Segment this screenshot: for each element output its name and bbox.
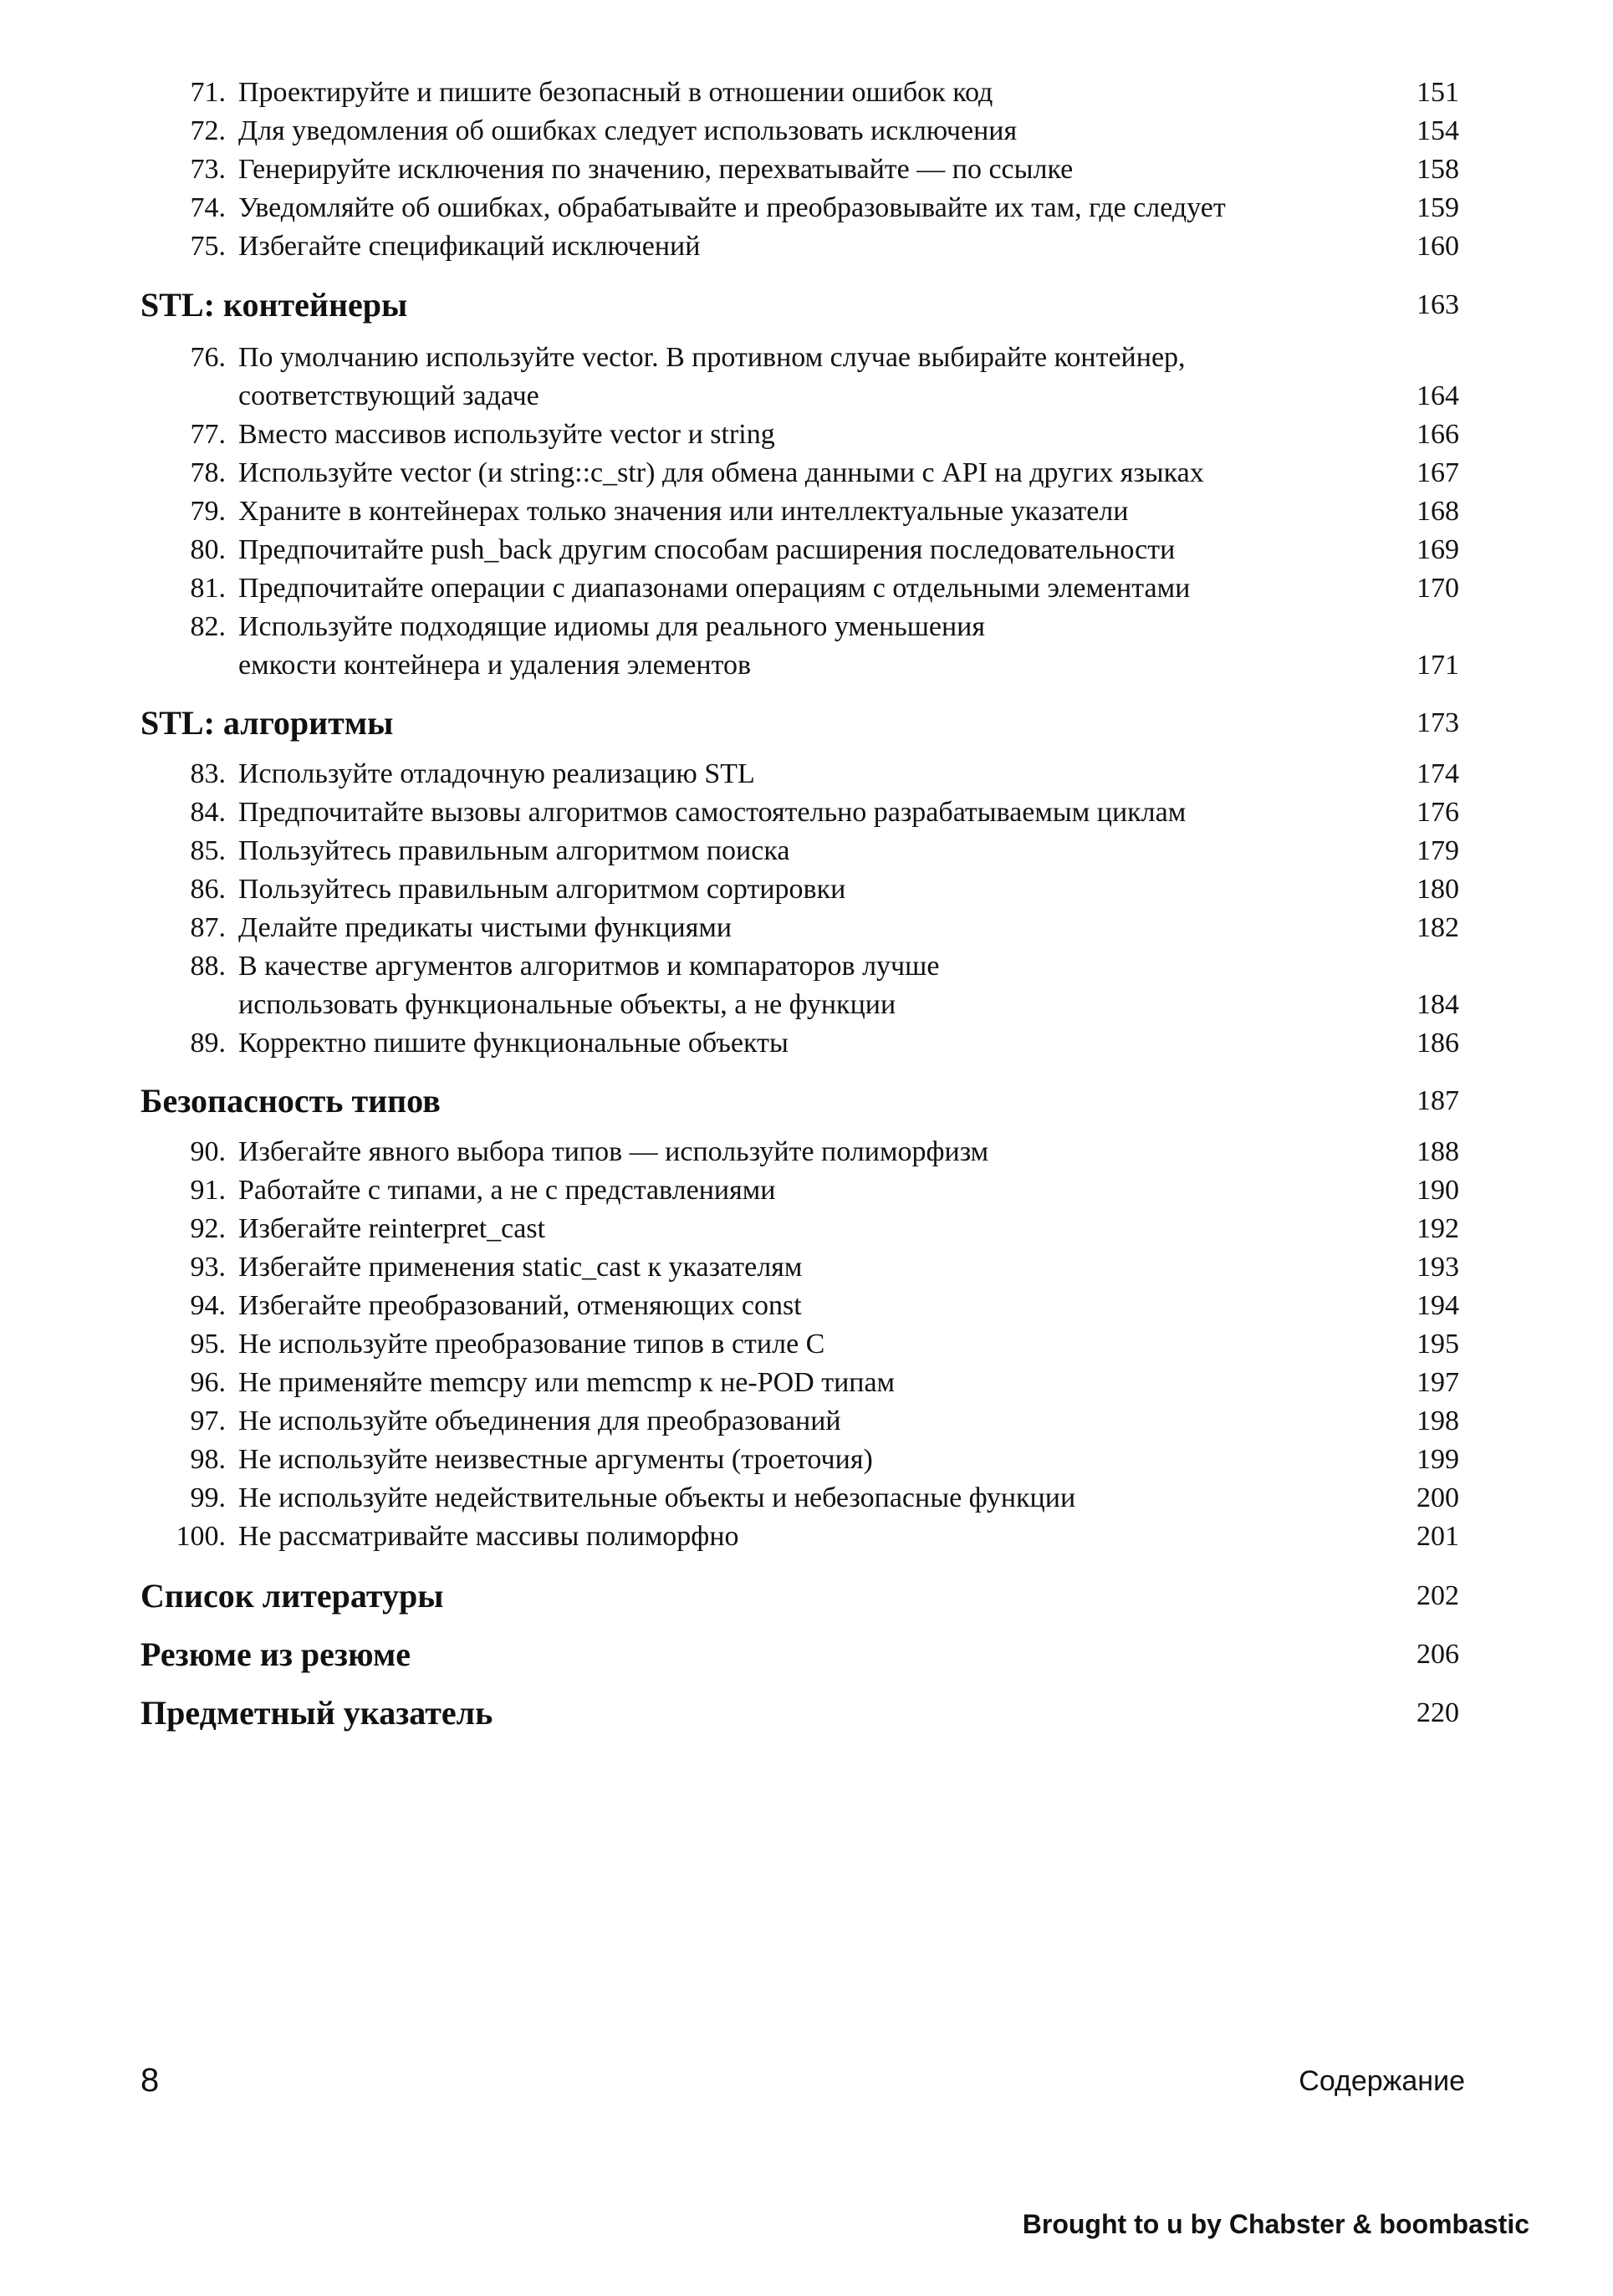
section-title: Безопасность типов xyxy=(140,1082,441,1120)
entry-title: Предпочитайте push_back другим способам расширения последовательности xyxy=(238,534,1176,565)
entry-page: 193 xyxy=(1416,1252,1459,1283)
entry-page: 166 xyxy=(1416,419,1459,450)
entry-page: 194 xyxy=(1416,1290,1459,1321)
entry-title: Для уведомления об ошибках следует использовать исключения xyxy=(238,115,1018,146)
entry-number: 77. xyxy=(190,419,226,450)
entry-number: 90. xyxy=(190,1136,226,1167)
entry-title: Уведомляйте об ошибках, обрабатывайте и преобразовывайте их там, где следует xyxy=(238,192,1226,223)
entry-title: Пользуйтесь правильным алгоритмом сортировки xyxy=(238,874,846,905)
section-page: 173 xyxy=(1416,707,1459,738)
entry-title: По умолчанию используйте vector. В противном случае выбирайте контейнер, xyxy=(238,342,1186,373)
entry-number: 81. xyxy=(190,573,226,604)
entry-number: 78. xyxy=(190,457,226,488)
entry-number: 85. xyxy=(190,835,226,866)
entry-number: 82. xyxy=(190,611,226,642)
entry-title: Делайте предикаты чистыми функциями xyxy=(238,912,732,943)
entry-number: 100. xyxy=(176,1521,226,1552)
entry-title: Не используйте объединения для преобразований xyxy=(238,1406,841,1436)
entry-number: 94. xyxy=(190,1290,226,1321)
section-page: 220 xyxy=(1416,1697,1459,1728)
entry-number: 97. xyxy=(190,1406,226,1436)
entry-page: 198 xyxy=(1416,1406,1459,1436)
entry-number: 79. xyxy=(190,496,226,527)
section-page: 206 xyxy=(1416,1639,1459,1670)
entry-title: Избегайте преобразований, отменяющих const xyxy=(238,1290,802,1321)
entry-title: Работайте с типами, а не с представлениями xyxy=(238,1175,776,1206)
entry-title: Избегайте reinterpret_cast xyxy=(238,1213,546,1244)
section-page: 202 xyxy=(1416,1580,1459,1611)
credit-line: Brought to u by Chabster & boombastic xyxy=(1022,2209,1529,2239)
entry-number: 93. xyxy=(190,1252,226,1283)
entry-page: 158 xyxy=(1416,154,1459,185)
entry-number: 99. xyxy=(190,1482,226,1513)
entry-number: 76. xyxy=(190,342,226,373)
entry-title: Пользуйтесь правильным алгоритмом поиска xyxy=(238,835,790,866)
section-title: Резюме из резюме xyxy=(140,1635,411,1673)
entry-number: 86. xyxy=(190,874,226,905)
entry-page: 171 xyxy=(1416,650,1459,681)
entry-title-continuation: емкости контейнера и удаления элементов xyxy=(238,650,752,681)
entry-number: 87. xyxy=(190,912,226,943)
footer-page-number: 8 xyxy=(140,2062,160,2099)
entry-number: 75. xyxy=(190,231,226,262)
entry-page: 170 xyxy=(1416,573,1459,604)
entry-number: 71. xyxy=(190,77,226,108)
entry-title: Корректно пишите функциональные объекты xyxy=(238,1028,789,1059)
entry-page: 180 xyxy=(1416,874,1459,905)
entry-page: 186 xyxy=(1416,1028,1459,1059)
entry-title-continuation: использовать функциональные объекты, а не функции xyxy=(238,989,896,1020)
section-title: STL: алгоритмы xyxy=(140,704,394,742)
entry-title: Избегайте спецификаций исключений xyxy=(238,231,701,262)
entry-page: 179 xyxy=(1416,835,1459,866)
entry-page: 199 xyxy=(1416,1444,1459,1475)
entry-page: 151 xyxy=(1416,77,1459,108)
section-page: 187 xyxy=(1416,1085,1459,1116)
entry-title: Предпочитайте операции с диапазонами операциям с отдельными элементами xyxy=(238,573,1191,604)
entry-title: Не рассматривайте массивы полиморфно xyxy=(238,1521,739,1552)
entry-page: 159 xyxy=(1416,192,1459,223)
section-title: Список литературы xyxy=(140,1577,444,1615)
entry-title: Храните в контейнерах только значения или интеллектуальные указатели xyxy=(238,496,1129,527)
entry-title: Избегайте применения static_cast к указателям xyxy=(238,1252,803,1283)
entry-title: Предпочитайте вызовы алгоритмов самостоятельно разрабатываемым циклам xyxy=(238,797,1187,828)
entry-title: Не применяйте memcpy или memcmp к не-POD типам xyxy=(238,1367,896,1398)
entry-page: 174 xyxy=(1416,758,1459,789)
entry-number: 83. xyxy=(190,758,226,789)
entry-page: 195 xyxy=(1416,1329,1459,1360)
entry-page: 168 xyxy=(1416,496,1459,527)
entry-number: 88. xyxy=(190,951,226,982)
entry-page: 154 xyxy=(1416,115,1459,146)
entry-title-continuation: соответствующий задаче xyxy=(238,380,539,411)
entry-page: 176 xyxy=(1416,797,1459,828)
entry-page: 200 xyxy=(1416,1482,1459,1513)
entry-title: Используйте отладочную реализацию STL xyxy=(238,758,755,789)
entry-title: Не используйте недействительные объекты и небезопасные функции xyxy=(238,1482,1076,1513)
entry-number: 80. xyxy=(190,534,226,565)
entry-title: Используйте подходящие идиомы для реального уменьшения xyxy=(238,611,985,642)
entry-number: 84. xyxy=(190,797,226,828)
entry-page: 182 xyxy=(1416,912,1459,943)
entry-page: 169 xyxy=(1416,534,1459,565)
entry-number: 92. xyxy=(190,1213,226,1244)
entry-number: 72. xyxy=(190,115,226,146)
section-page: 163 xyxy=(1416,289,1459,320)
entry-title: Не используйте неизвестные аргументы (троеточия) xyxy=(238,1444,873,1475)
entry-number: 91. xyxy=(190,1175,226,1206)
entry-page: 192 xyxy=(1416,1213,1459,1244)
entry-title: Проектируйте и пишите безопасный в отношении ошибок код xyxy=(238,77,993,108)
entry-page: 197 xyxy=(1416,1367,1459,1398)
entry-number: 95. xyxy=(190,1329,226,1360)
entry-title: Вместо массивов используйте vector и string xyxy=(238,419,775,450)
entry-title: Не используйте преобразование типов в стиле С xyxy=(238,1329,825,1360)
entry-title: Генерируйте исключения по значению, перехватывайте — по ссылке xyxy=(238,154,1074,185)
entry-title: В качестве аргументов алгоритмов и компараторов лучше xyxy=(238,951,940,982)
footer-running-title: Содержание xyxy=(1299,2065,1465,2097)
entry-number: 89. xyxy=(190,1028,226,1059)
entry-number: 98. xyxy=(190,1444,226,1475)
entry-page: 167 xyxy=(1416,457,1459,488)
entry-page: 188 xyxy=(1416,1136,1459,1167)
entry-number: 74. xyxy=(190,192,226,223)
entry-title: Избегайте явного выбора типов — используйте полиморфизм xyxy=(238,1136,989,1167)
entry-page: 164 xyxy=(1416,380,1459,411)
section-title: Предметный указатель xyxy=(140,1694,493,1732)
section-title: STL: контейнеры xyxy=(140,286,408,324)
entry-page: 201 xyxy=(1416,1521,1459,1552)
entry-title: Используйте vector (и string::c_str) для обмена данными с API на других языках xyxy=(238,457,1204,488)
entry-page: 160 xyxy=(1416,231,1459,262)
entry-number: 73. xyxy=(190,154,226,185)
entry-page: 184 xyxy=(1416,989,1459,1020)
entry-number: 96. xyxy=(190,1367,226,1398)
entry-page: 190 xyxy=(1416,1175,1459,1206)
